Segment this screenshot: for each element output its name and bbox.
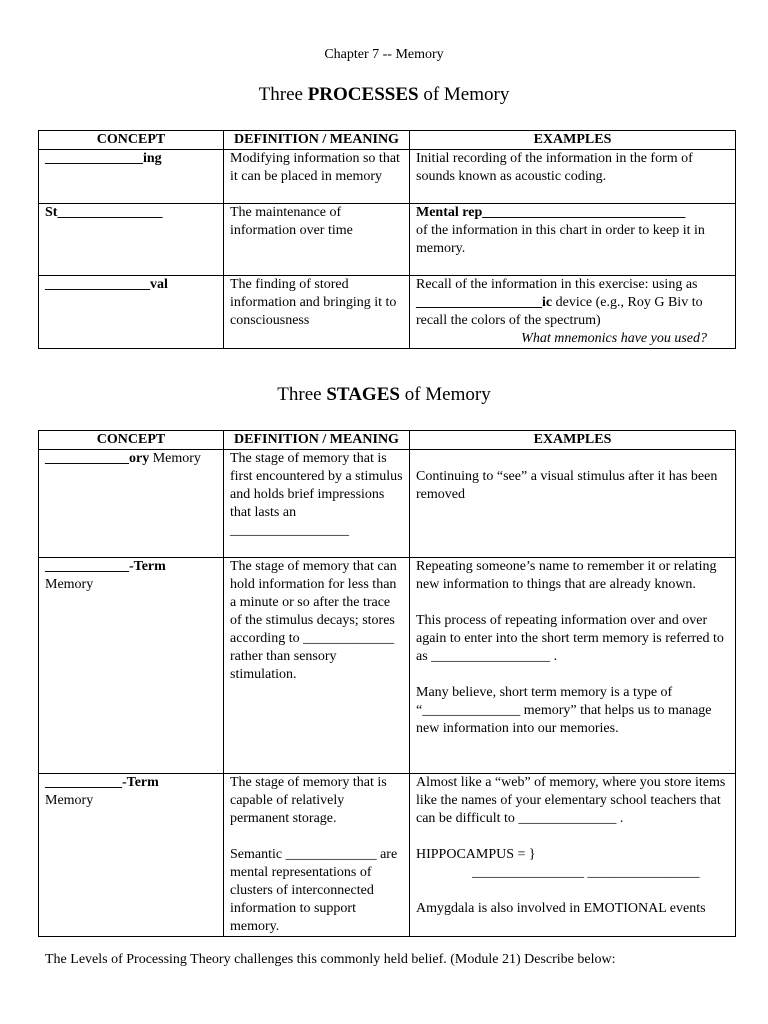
table-row: [39, 204, 736, 276]
example-text: Continuing to “see” a visual stimulus after it has been removed: [416, 469, 718, 502]
example-cell: [410, 204, 736, 276]
example-cell: [410, 774, 736, 937]
concept-cell: [39, 450, 224, 558]
definition-text: The stage of memory that is capable of relatively permanent storage.: [230, 775, 387, 826]
example-text: HIPPOCAMPUS = }: [416, 847, 536, 862]
concept-text: Memory: [45, 793, 94, 808]
spacer: [416, 882, 729, 900]
footer-prompt: The Levels of Processing Theory challenges this commonly held belief. (Module 21) Describe below:: [45, 952, 616, 967]
mnemonics-question: What mnemonics have you used?: [521, 331, 707, 346]
table-row: [39, 450, 736, 558]
example-text: Amygdala is also involved in EMOTIONAL events: [416, 901, 706, 916]
example-cell: [410, 558, 736, 774]
spacer: [416, 594, 729, 612]
example-text: device (e.g., Roy G Biv to recall the colors of the spectrum): [416, 295, 703, 328]
example-text: of the information in this chart in order to keep it in memory.: [416, 223, 705, 256]
processes-title-post: of Memory: [418, 84, 510, 105]
header-examples: EXAMPLES: [410, 131, 736, 150]
example-text: Repeating someone’s name to remember it or relating new information to things that are already known.: [416, 559, 717, 592]
concept-cell: [39, 204, 224, 276]
processes-title-bold: PROCESSES: [307, 84, 419, 105]
stages-title-pre: Three: [277, 384, 327, 405]
table-row: [39, 558, 736, 774]
concept-blank: ____________-Term: [45, 559, 166, 574]
spacer: [416, 450, 729, 468]
example-cell: [410, 450, 736, 558]
definition-cell: The stage of memory that can hold information for less than a minute or so after the trace of the stimulus decays; stores according to _____________ rather than sensory stimulation.: [224, 558, 410, 774]
concept-blank: ______________ing: [45, 151, 162, 166]
header-concept: CONCEPT: [39, 431, 224, 450]
stages-title: [0, 384, 768, 406]
table-row: [39, 276, 736, 349]
example-text: Many believe, short term memory is a type of “______________ memory” that helps us to manage new information into our memories.: [416, 685, 712, 736]
concept-cell: [39, 774, 224, 937]
definition-cell: The stage of memory that is first encountered by a stimulus and holds brief impressions that lasts an _________________: [224, 450, 410, 558]
example-blanks: ________________ ________________: [472, 865, 700, 880]
example-text: Recall of the information in this exercise: using as: [416, 277, 698, 292]
example-text: This process of repeating information over and over again to enter into the short term memory is referred to as _________________ .: [416, 613, 724, 664]
example-blank: Mental rep_____________________________: [416, 205, 686, 220]
stages-title-post: of Memory: [399, 384, 491, 405]
example-cell: Initial recording of the information in the form of sounds known as acoustic coding.: [410, 150, 736, 204]
header-definition: DEFINITION / MEANING: [224, 131, 410, 150]
concept-blank: _______________val: [45, 277, 168, 292]
stages-title-bold: STAGES: [326, 384, 400, 405]
definition-text: Semantic _____________ are mental representations of clusters of interconnected information to support memory.: [230, 847, 398, 934]
table-header-row: [39, 431, 736, 450]
concept-cell: [39, 150, 224, 204]
concept-blank: ___________-Term: [45, 775, 159, 790]
example-blank: __________________ic: [416, 295, 553, 310]
concept-cell: [39, 276, 224, 349]
header-examples: EXAMPLES: [410, 431, 736, 450]
table-row: [39, 150, 736, 204]
processes-title: [0, 84, 768, 106]
concept-cell: [39, 558, 224, 774]
spacer: [230, 828, 403, 846]
processes-table: [38, 130, 736, 349]
definition-cell: Modifying information so that it can be placed in memory: [224, 150, 410, 204]
concept-blank: ____________ory: [45, 451, 150, 466]
spacer: [416, 828, 729, 846]
table-row: [39, 774, 736, 937]
chapter-heading: Chapter 7 -- Memory: [324, 47, 444, 62]
header-concept: CONCEPT: [39, 131, 224, 150]
header-definition: DEFINITION / MEANING: [224, 431, 410, 450]
table-header-row: [39, 131, 736, 150]
definition-cell: [224, 774, 410, 937]
example-text: Almost like a “web” of memory, where you store items like the names of your elementary school teachers that can be difficult to ______________ .: [416, 775, 726, 826]
stages-table: [38, 430, 736, 937]
processes-title-pre: Three: [258, 84, 308, 105]
example-cell: [410, 276, 736, 349]
concept-text: Memory: [45, 577, 94, 592]
concept-blank: St_______________: [45, 205, 163, 220]
concept-text: Memory: [149, 451, 201, 466]
spacer: [416, 666, 729, 684]
definition-cell: The finding of stored information and bringing it to consciousness: [224, 276, 410, 349]
definition-cell: The maintenance of information over time: [224, 204, 410, 276]
